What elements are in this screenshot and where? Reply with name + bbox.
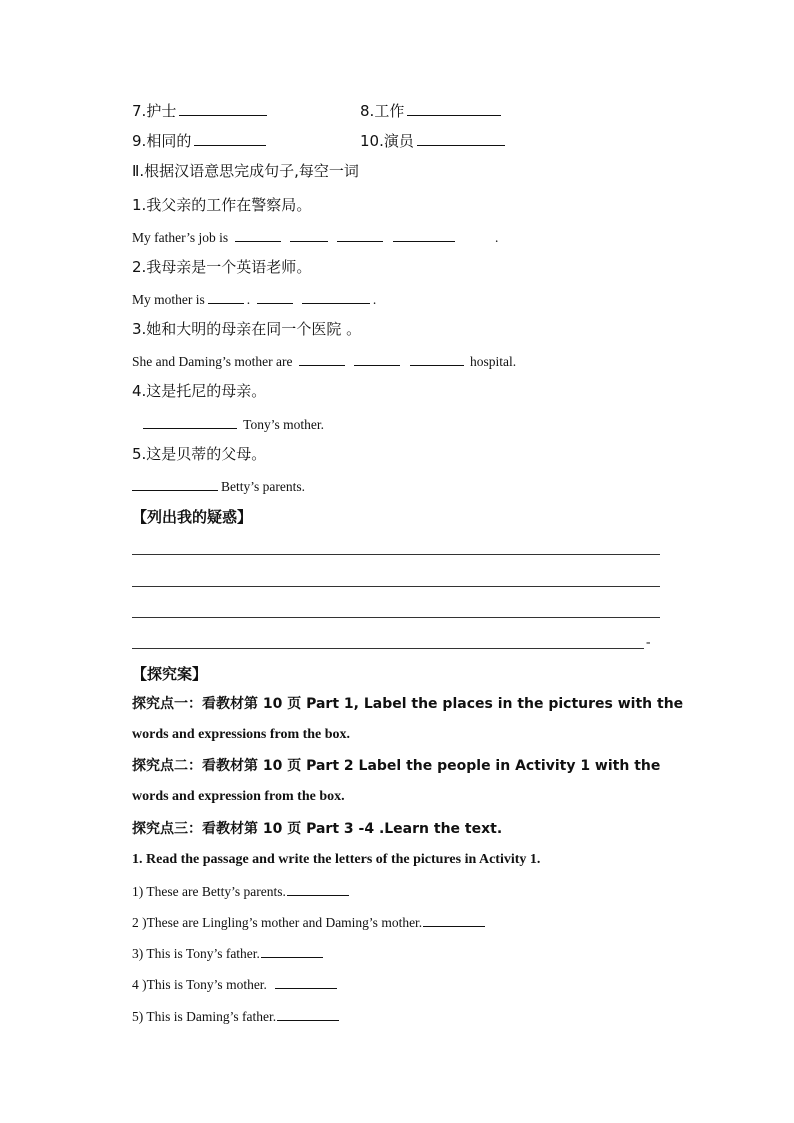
vocab-word: 护士 [146, 102, 177, 120]
answer-blank[interactable] [277, 1006, 339, 1021]
vocab-item-10 [360, 131, 508, 151]
task-text: 2 )These are Lingling’s mother and Daming’s mother. [132, 915, 423, 930]
answer-blank[interactable] [287, 881, 349, 896]
task-item-5 [132, 1006, 342, 1027]
sentence-5-chinese: 5.这是贝蒂的父母。 [132, 445, 267, 463]
sentence-4-chinese: 4.这是托尼的母亲。 [132, 382, 267, 400]
answer-blank[interactable] [410, 351, 464, 366]
sentence-4-english [140, 414, 324, 435]
answer-blank[interactable] [417, 131, 505, 146]
task-text: 3) This is Tony’s father. [132, 946, 260, 961]
answer-blank[interactable] [208, 289, 244, 304]
answer-blank[interactable] [235, 227, 281, 242]
answer-blank[interactable] [393, 227, 455, 242]
task-item-4 [132, 974, 340, 995]
writing-line[interactable] [132, 648, 644, 649]
task-item-3 [132, 943, 326, 964]
answer-blank[interactable] [143, 414, 237, 429]
explore-point-1-cont: words and expressions from the box. [132, 727, 351, 742]
answer-blank[interactable] [132, 476, 218, 491]
vocab-word: 工作 [374, 102, 405, 120]
vocab-number: 8. [360, 102, 375, 120]
task-text: 4 )This is Tony’s mother. [132, 977, 267, 992]
sentence-text: Betty’s parents. [221, 479, 305, 494]
line-end-mark: - [646, 634, 651, 649]
answer-blank[interactable] [194, 131, 266, 146]
sentence-5-english [132, 476, 305, 497]
writing-line[interactable] [132, 586, 660, 587]
vocab-item-8 [360, 101, 504, 121]
sentence-punct: . [495, 230, 499, 245]
sentence-text: My mother is [132, 292, 205, 307]
explore-point-2-cont: words and expression from the box. [132, 789, 345, 804]
sentence-1-chinese: 1.我父亲的工作在警察局。 [132, 196, 312, 214]
answer-blank[interactable] [407, 101, 501, 116]
answer-blank[interactable] [299, 351, 345, 366]
vocab-word: 相同的 [146, 132, 192, 150]
sentence-3-english [132, 351, 516, 372]
explore-point-2: 探究点二：看教材第 10 页 Part 2 Label the people in Activity 1 with the [132, 758, 661, 774]
sentence-text: hospital. [469, 354, 517, 369]
answer-blank[interactable] [423, 912, 485, 927]
sentence-text: My father’s job is [132, 230, 229, 245]
doubts-heading: 【列出我的疑惑】 [132, 508, 253, 526]
answer-blank[interactable] [275, 974, 337, 989]
answer-blank[interactable] [257, 289, 293, 304]
vocab-number: 9. [132, 132, 147, 150]
vocab-number: 10. [360, 132, 384, 150]
answer-blank[interactable] [261, 943, 323, 958]
task-item-1 [132, 881, 352, 902]
vocab-word: 演员 [383, 132, 414, 150]
explore-point-1: 探究点一：看教材第 10 页 Part 1, Label the places in the pictures with the [132, 696, 684, 712]
sentence-punct: . [372, 292, 377, 307]
sentence-3-chinese: 3.她和大明的母亲在同一个医院 。 [132, 320, 362, 338]
answer-blank[interactable] [290, 227, 328, 242]
sentence-2-english [132, 289, 376, 310]
task-item-2 [132, 912, 488, 933]
sentence-2-chinese: 2.我母亲是一个英语老师。 [132, 258, 312, 276]
writing-line[interactable] [132, 617, 660, 618]
answer-blank[interactable] [302, 289, 370, 304]
writing-line[interactable] [132, 554, 660, 555]
answer-blank[interactable] [354, 351, 400, 366]
explore-heading: 【探究案】 [132, 665, 208, 683]
vocab-item-7 [132, 101, 270, 121]
answer-blank[interactable] [179, 101, 267, 116]
sentence-punct: . [246, 292, 251, 307]
task-heading: 1. Read the passage and write the letters of the pictures in Activity 1. [132, 852, 541, 867]
section-2-heading: Ⅱ.根据汉语意思完成句子,每空一词 [132, 162, 359, 180]
sentence-text: Tony’s mother. [243, 417, 324, 432]
sentence-1-english [132, 227, 498, 248]
vocab-item-9 [132, 131, 269, 151]
vocab-number: 7. [132, 102, 147, 120]
explore-point-3: 探究点三：看教材第 10 页 Part 3 -4 .Learn the text. [132, 821, 503, 837]
task-text: 1) These are Betty’s parents. [132, 884, 286, 899]
sentence-text: She and Daming’s mother are [132, 354, 293, 369]
answer-blank[interactable] [337, 227, 383, 242]
task-text: 5) This is Daming’s father. [132, 1009, 277, 1024]
